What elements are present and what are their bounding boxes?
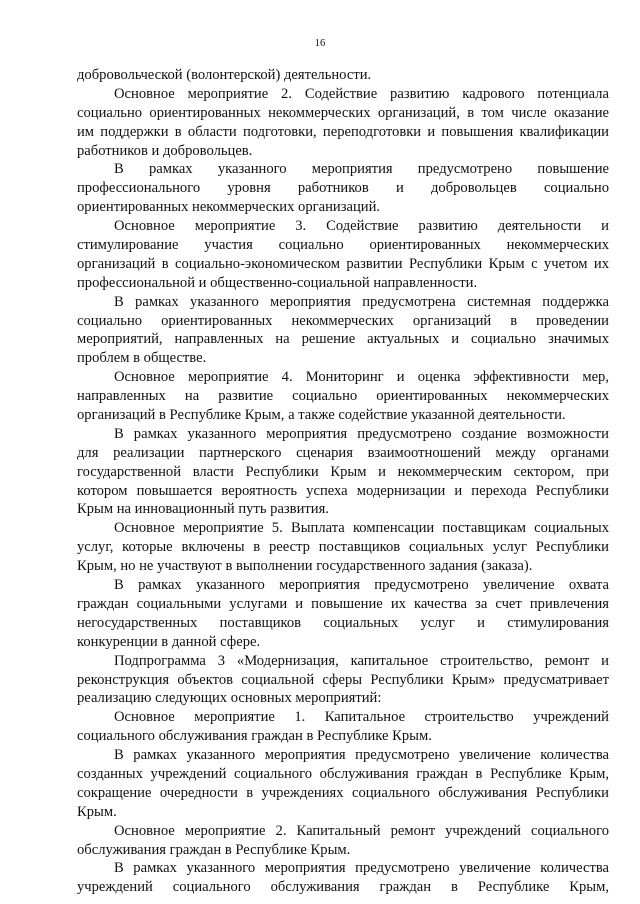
text-line: социально ориентированных некоммерческих организаций в проведении — [77, 312, 609, 329]
text-line: для реализации партнерского сценария взаимоотношений между органами — [77, 444, 609, 461]
text-line: работников и добровольцев. — [77, 142, 253, 159]
paragraph — [77, 368, 609, 425]
text-line: обслуживания граждан в Республике Крым. — [77, 841, 351, 858]
text-line: созданных учреждений социального обслуживания граждан в Республике Крым, — [77, 765, 609, 782]
paragraph — [77, 652, 609, 709]
text-line: направленных на развитие социально ориентированных некоммерческих — [77, 388, 609, 405]
text-line: Крым. — [77, 803, 117, 820]
text-line: социального обслуживания граждан в Республике Крым. — [77, 728, 432, 745]
text-line: ориентированных некоммерческих организаций. — [77, 199, 381, 216]
text-line: В рамках указанного мероприятия предусмотрено увеличение количества — [114, 747, 609, 764]
text-line: стимулирование участия социально ориентированных некоммерческих — [77, 237, 609, 254]
text-line: котором повышается вероятность успеха модернизации и перехода Республики — [77, 482, 609, 499]
text-line: В рамках указанного мероприятия предусмотрено увеличение количества — [114, 860, 609, 877]
text-line: В рамках указанного мероприятия предусмотрено увеличение охвата — [114, 577, 609, 594]
text-line: государственной власти Республики Крым и некоммерческим сектором, при — [77, 463, 609, 480]
text-line: Основное мероприятие 5. Выплата компенсации поставщикам социальных — [114, 520, 609, 537]
paragraph — [77, 859, 609, 897]
paragraph — [77, 576, 609, 652]
paragraph — [77, 746, 609, 822]
paragraph — [77, 425, 609, 519]
text-line: Основное мероприятие 1. Капитальное строительство учреждений — [114, 709, 609, 726]
text-line: граждан социальными услугами и повышение их качества за счет привлечения — [77, 595, 609, 612]
text-line: В рамках указанного мероприятия предусмотрена системная поддержка — [114, 293, 609, 310]
paragraph — [77, 160, 609, 217]
text-line: организаций в социально-экономическом развитии Республики Крым с учетом их — [77, 255, 609, 272]
paragraph — [77, 293, 609, 369]
text-line: Крым на инновационный путь развития. — [77, 501, 329, 518]
text-line: учреждений социального обслуживания граждан в Республике Крым, — [77, 879, 609, 896]
text-line: Подпрограмма 3 «Модернизация, капитальное строительство, ремонт и — [114, 652, 609, 669]
paragraph — [77, 217, 609, 293]
text-line: конкуренции в данной сфере. — [77, 633, 261, 650]
text-line: услуг, которые включены в реестр поставщиков социальных услуг Республики — [77, 539, 609, 556]
text-line: социально ориентированных некоммерческих организаций, в том числе оказание — [77, 104, 609, 121]
text-line: добровольческой (волонтерской) деятельности. — [77, 67, 372, 83]
document-body — [77, 66, 609, 897]
text-line: проблем в обществе. — [77, 350, 207, 367]
text-line: Основное мероприятие 2. Капитальный ремонт учреждений социального — [114, 822, 609, 839]
text-line: мероприятий, направленных на решение актуальных и социально значимых — [77, 331, 609, 348]
text-line: организаций в Республике Крым, а также содействие указанной деятельности. — [77, 407, 566, 424]
text-line: Основное мероприятие 3. Содействие развитию деятельности и — [114, 218, 609, 235]
text-line: негосударственных поставщиков социальных услуг и стимулирования — [77, 614, 609, 631]
paragraph — [77, 85, 609, 161]
text-line: В рамках указанного мероприятия предусмотрено создание возможности — [114, 425, 609, 442]
paragraph — [77, 822, 609, 860]
text-line: Основное мероприятие 2. Содействие развитию кадрового потенциала — [114, 85, 609, 102]
text-line: профессионального уровня работников и добровольцев социально — [77, 180, 609, 197]
text-line: сокращение очередности в учреждениях социального обслуживания Республики — [77, 784, 609, 801]
text-line: Основное мероприятие 4. Мониторинг и оценка эффективности мер, — [114, 369, 609, 386]
text-line: профессиональной и общественно-социальной направленности. — [77, 274, 478, 291]
paragraph — [77, 519, 609, 576]
page-number: 16 — [314, 38, 326, 49]
text-line: В рамках указанного мероприятия предусмотрено повышение — [114, 161, 609, 178]
text-line: реализацию следующих основных мероприятий: — [77, 690, 382, 707]
text-line: Крым, но не участвуют в выполнении государственного задания (заказа). — [77, 558, 533, 575]
text-line: им поддержки в области подготовки, переподготовки и повышения квалификации — [77, 123, 609, 140]
paragraph — [77, 708, 609, 746]
text-line: реконструкция объектов социальной сферы Республики Крым» предусматривает — [77, 671, 609, 688]
paragraph — [77, 66, 609, 85]
